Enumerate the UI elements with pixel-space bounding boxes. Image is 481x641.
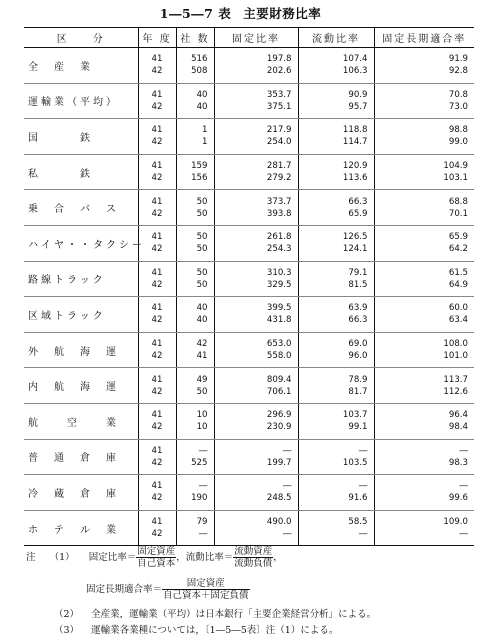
year-cell: [138, 48, 176, 84]
company-count-cell: [176, 154, 214, 190]
fixed-ratio-cell: [214, 297, 298, 333]
company-count-cell: [176, 510, 214, 546]
fraction-numerator: 固定資産: [162, 578, 250, 590]
year-cell-value: 41: [151, 374, 163, 385]
note-1-longterm: [86, 578, 250, 601]
current-ratio-cell: [298, 403, 374, 439]
table-row: [24, 261, 474, 297]
header-current-ratio: 流動比率: [298, 28, 374, 48]
longterm-ratio-cell-value: 61.5: [448, 267, 468, 278]
year-cell: [138, 439, 176, 475]
company-count-cell-value: 159: [191, 161, 208, 172]
row-label: 私 鉄: [24, 154, 138, 190]
year-cell-value: 42: [151, 493, 163, 504]
fixed-ratio-cell-value: ―: [282, 445, 292, 456]
year-cell-value: 41: [151, 517, 163, 528]
company-count-cell: [176, 190, 214, 226]
company-count-cell: [176, 48, 214, 84]
longterm-ratio-cell-value: 101.0: [443, 351, 468, 362]
current-ratio-cell-value: 107.4: [342, 54, 368, 65]
company-count-cell-value: 1: [202, 125, 208, 136]
fixed-ratio-cell-value: 706.1: [266, 386, 292, 397]
fixed-ratio-cell-value: 809.4: [266, 374, 292, 385]
longterm-ratio-cell-value: 104.9: [443, 161, 468, 172]
longterm-ratio-cell: [374, 190, 474, 226]
current-ratio-cell: [298, 261, 374, 297]
year-cell: [138, 332, 176, 368]
year-cell-value: 41: [151, 410, 163, 421]
longterm-ratio-cell-value: 98.4: [448, 422, 468, 433]
longterm-ratio-cell-value: 108.0: [443, 339, 468, 350]
fixed-ratio-cell-value: 431.8: [266, 315, 292, 326]
longterm-ratio-cell: [374, 403, 474, 439]
company-count-cell: [176, 332, 214, 368]
company-count-cell-value: ―: [198, 481, 208, 492]
header-year: 年 度: [138, 28, 176, 48]
longterm-ratio-cell-value: 60.0: [448, 303, 468, 314]
table-caption: 主要財務比率: [243, 6, 322, 21]
current-ratio-cell: [298, 83, 374, 119]
fixed-ratio-cell: [214, 83, 298, 119]
fixed-ratio-cell: [214, 368, 298, 404]
company-count-cell-value: 49: [196, 374, 208, 385]
fixed-ratio-fraction: [136, 546, 176, 569]
year-cell: [138, 475, 176, 511]
year-cell-value: 41: [151, 89, 163, 100]
longterm-ratio-cell: [374, 475, 474, 511]
longterm-ratio-cell-value: 70.8: [448, 89, 468, 100]
fixed-ratio-cell-value: 230.9: [266, 422, 292, 433]
current-ratio-cell: [298, 368, 374, 404]
current-ratio-cell-value: 91.6: [348, 493, 368, 504]
longterm-ratio-cell-value: 64.9: [448, 279, 468, 290]
year-cell-value: 42: [151, 137, 163, 148]
year-cell-value: 42: [151, 457, 163, 468]
year-cell: [138, 83, 176, 119]
longterm-ratio-cell: [374, 510, 474, 546]
table-row: [24, 368, 474, 404]
header-company-count: 社 数: [176, 28, 214, 48]
longterm-ratio-cell-value: ―: [459, 529, 468, 540]
fixed-ratio-cell-value: 202.6: [266, 66, 292, 77]
current-ratio-cell-value: 103.5: [342, 457, 368, 468]
company-count-cell-value: 50: [196, 386, 208, 397]
year-cell-value: 42: [151, 173, 163, 184]
company-count-cell: [176, 439, 214, 475]
fixed-ratio-cell: [214, 475, 298, 511]
year-cell-value: 42: [151, 279, 163, 290]
note-3: [54, 624, 338, 638]
current-ratio-cell-value: 124.1: [342, 244, 368, 255]
current-ratio-cell-value: 66.3: [348, 315, 368, 326]
fixed-ratio-cell-value: 279.2: [266, 173, 292, 184]
row-label: 全 産 業: [24, 48, 138, 84]
row-label: 国 鉄: [24, 119, 138, 155]
company-count-cell: [176, 119, 214, 155]
longterm-ratio-cell-value: 65.9: [448, 232, 468, 243]
company-count-cell-value: ―: [198, 445, 208, 456]
company-count-cell: [176, 297, 214, 333]
row-label: ハイヤ・・タクシー: [24, 225, 138, 261]
company-count-cell: [176, 261, 214, 297]
longterm-ratio-cell-value: 103.1: [443, 173, 468, 184]
current-ratio-cell: [298, 439, 374, 475]
note-2: [54, 608, 376, 622]
year-cell: [138, 119, 176, 155]
current-ratio-cell-value: 118.8: [342, 125, 368, 136]
fixed-ratio-cell-value: 373.7: [266, 196, 292, 207]
company-count-cell-value: 79: [196, 517, 208, 528]
table-number: 1―5―7 表: [159, 6, 232, 21]
current-ratio-cell-value: 95.7: [348, 101, 368, 112]
row-label: ホ テ ル 業: [24, 510, 138, 546]
year-cell-value: 41: [151, 339, 163, 350]
longterm-ratio-cell-value: 109.0: [443, 517, 468, 528]
table-row: [24, 154, 474, 190]
current-ratio-cell-value: 81.7: [348, 386, 368, 397]
fixed-ratio-cell-value: 375.1: [266, 101, 292, 112]
current-ratio-cell-value: 96.0: [348, 351, 368, 362]
fixed-ratio-cell: [214, 190, 298, 226]
current-ratio-cell: [298, 48, 374, 84]
company-count-cell-value: 10: [196, 410, 208, 421]
current-ratio-cell: [298, 190, 374, 226]
fixed-ratio-cell-value: ―: [282, 529, 292, 540]
fraction-denominator: 流動負債: [234, 558, 273, 569]
year-cell-value: 41: [151, 267, 163, 278]
current-ratio-cell-value: 103.7: [342, 410, 368, 421]
current-ratio-cell: [298, 154, 374, 190]
year-cell-value: 41: [151, 54, 163, 65]
year-cell: [138, 190, 176, 226]
longterm-ratio-cell: [374, 332, 474, 368]
current-ratio-cell-value: 99.1: [348, 422, 368, 433]
company-count-cell: [176, 403, 214, 439]
row-label: 普 通 倉 庫: [24, 439, 138, 475]
fixed-ratio-cell: [214, 261, 298, 297]
year-cell-value: 42: [151, 351, 163, 362]
company-count-cell: [176, 475, 214, 511]
fixed-ratio-cell: [214, 332, 298, 368]
fixed-ratio-cell-value: 248.5: [266, 493, 292, 504]
year-cell-value: 42: [151, 315, 163, 326]
year-cell-value: 41: [151, 232, 163, 243]
current-ratio-cell-value: 114.7: [342, 137, 368, 148]
company-count-cell-value: 50: [196, 208, 208, 219]
longterm-ratio-cell: [374, 261, 474, 297]
longterm-ratio-cell: [374, 119, 474, 155]
row-label: 内 航 海 運: [24, 368, 138, 404]
longterm-ratio-label: 固定長期適合率＝: [86, 584, 163, 595]
current-ratio-cell-value: 66.3: [348, 196, 368, 207]
year-cell: [138, 403, 176, 439]
table-row: [24, 83, 474, 119]
header-row: [24, 28, 474, 48]
fixed-ratio-cell-value: 490.0: [266, 517, 292, 528]
current-ratio-cell-value: 106.3: [342, 66, 368, 77]
table-row: [24, 403, 474, 439]
longterm-ratio-cell-value: ―: [459, 445, 468, 456]
fixed-ratio-cell-value: 254.0: [266, 137, 292, 148]
current-ratio-cell: [298, 225, 374, 261]
longterm-ratio-cell-value: 63.4: [448, 315, 468, 326]
company-count-cell-value: 50: [196, 232, 208, 243]
year-cell-value: 42: [151, 208, 163, 219]
company-count-cell-value: 190: [191, 493, 208, 504]
header-fixed-ratio: 固定比率: [214, 28, 298, 48]
longterm-ratio-cell-value: 112.6: [443, 386, 468, 397]
table-row: [24, 48, 474, 84]
current-ratio-cell: [298, 332, 374, 368]
note-1-number: （1）: [49, 552, 75, 563]
longterm-ratio-cell-value: 68.8: [448, 196, 468, 207]
current-ratio-cell-value: ―: [358, 481, 368, 492]
table-row: [24, 475, 474, 511]
fixed-ratio-cell: [214, 48, 298, 84]
row-label: 路線トラック: [24, 261, 138, 297]
company-count-cell-value: 508: [191, 66, 208, 77]
note-2-number: （2）: [54, 609, 80, 620]
current-ratio-cell-value: ―: [358, 445, 368, 456]
year-cell-value: 42: [151, 422, 163, 433]
current-ratio-cell-value: 90.9: [348, 89, 368, 100]
fixed-ratio-cell-value: 254.3: [266, 244, 292, 255]
longterm-ratio-cell-value: 98.3: [448, 457, 468, 468]
longterm-ratio-cell-value: 96.4: [448, 410, 468, 421]
table-row: [24, 439, 474, 475]
year-cell: [138, 368, 176, 404]
fixed-ratio-cell-value: 310.3: [266, 267, 292, 278]
longterm-ratio-cell: [374, 225, 474, 261]
longterm-ratio-cell: [374, 368, 474, 404]
current-ratio-cell-value: 120.9: [342, 161, 368, 172]
current-ratio-cell: [298, 475, 374, 511]
longterm-ratio-cell-value: 99.0: [448, 137, 468, 148]
fixed-ratio-cell-value: 281.7: [266, 161, 292, 172]
year-cell-value: 41: [151, 445, 163, 456]
company-count-cell-value: 40: [196, 315, 208, 326]
longterm-ratio-cell-value: 92.8: [448, 66, 468, 77]
company-count-cell-value: 40: [196, 89, 208, 100]
fixed-ratio-cell: [214, 225, 298, 261]
row-label: 冷 蔵 倉 庫: [24, 475, 138, 511]
year-cell-value: 42: [151, 101, 163, 112]
longterm-ratio-cell-value: 70.1: [448, 208, 468, 219]
fixed-ratio-cell-value: 353.7: [266, 89, 292, 100]
current-ratio-cell-value: 79.1: [348, 267, 368, 278]
company-count-cell-value: 50: [196, 267, 208, 278]
note-1: [26, 546, 283, 569]
fraction-denominator: 自己資本: [137, 558, 176, 569]
fixed-ratio-cell-value: 393.8: [266, 208, 292, 219]
current-ratio-cell-value: 113.6: [342, 173, 368, 184]
fixed-ratio-cell-value: 199.7: [266, 457, 292, 468]
current-ratio-cell-value: 63.9: [348, 303, 368, 314]
company-count-cell-value: 42: [196, 339, 208, 350]
longterm-ratio-cell-value: 91.9: [448, 54, 468, 65]
year-cell-value: 41: [151, 125, 163, 136]
longterm-ratio-cell: [374, 48, 474, 84]
table-row: [24, 332, 474, 368]
fixed-ratio-cell-value: ―: [282, 481, 292, 492]
company-count-cell-value: 516: [191, 54, 208, 65]
current-ratio-cell-value: 81.5: [348, 279, 368, 290]
fixed-ratio-label: 固定比率＝: [88, 552, 137, 563]
fixed-ratio-cell-value: 653.0: [266, 339, 292, 350]
longterm-ratio-fraction: [162, 578, 250, 601]
company-count-cell-value: 1: [202, 137, 208, 148]
company-count-cell-value: 525: [191, 457, 208, 468]
current-ratio-cell-value: ―: [358, 529, 368, 540]
financial-ratio-table: [24, 27, 474, 546]
row-label: 運輸業（平均）: [24, 83, 138, 119]
fixed-ratio-cell: [214, 154, 298, 190]
table-title: [0, 4, 481, 22]
fixed-ratio-cell: [214, 403, 298, 439]
note-2-text: 全産業，運輸業（平均）は日本銀行「主要企業経営分析」による。: [91, 609, 377, 620]
fixed-ratio-cell-value: 558.0: [266, 351, 292, 362]
current-ratio-cell: [298, 510, 374, 546]
fixed-ratio-cell: [214, 439, 298, 475]
current-ratio-fraction: [233, 546, 273, 569]
year-cell-value: 42: [151, 529, 163, 540]
header-longterm-ratio: 固定長期適合率: [374, 28, 474, 48]
current-ratio-cell-value: 78.9: [348, 374, 368, 385]
header-category: 区 分: [24, 28, 138, 48]
fixed-ratio-cell: [214, 510, 298, 546]
company-count-cell-value: 41: [196, 351, 208, 362]
fixed-ratio-cell: [214, 119, 298, 155]
note-3-number: （3）: [54, 625, 80, 636]
row-label: 区域トラック: [24, 297, 138, 333]
longterm-ratio-cell-value: 98.8: [448, 125, 468, 136]
current-ratio-cell-value: 58.5: [348, 517, 368, 528]
table-row: [24, 119, 474, 155]
company-count-cell-value: 50: [196, 244, 208, 255]
year-cell-value: 41: [151, 161, 163, 172]
company-count-cell-value: 40: [196, 101, 208, 112]
longterm-ratio-cell-value: ―: [459, 481, 468, 492]
company-count-cell-value: 156: [191, 173, 208, 184]
current-ratio-cell-value: 65.9: [348, 208, 368, 219]
note-label: 注: [26, 552, 36, 563]
year-cell-value: 42: [151, 244, 163, 255]
longterm-ratio-cell: [374, 83, 474, 119]
year-cell-value: 41: [151, 196, 163, 207]
fraction-numerator: 流動資産: [234, 546, 273, 557]
company-count-cell: [176, 225, 214, 261]
fraction-denominator: 自己資本＋固定負債: [163, 590, 249, 601]
company-count-cell: [176, 83, 214, 119]
year-cell-value: 42: [151, 386, 163, 397]
current-ratio-cell: [298, 119, 374, 155]
table-row: [24, 190, 474, 226]
row-label: 乗 合 バ ス: [24, 190, 138, 226]
fixed-ratio-cell-value: 399.5: [266, 303, 292, 314]
longterm-ratio-cell: [374, 439, 474, 475]
longterm-ratio-cell: [374, 297, 474, 333]
company-count-cell-value: ―: [198, 529, 208, 540]
longterm-ratio-cell-value: 99.6: [448, 493, 468, 504]
current-ratio-cell-value: 126.5: [342, 232, 368, 243]
longterm-ratio-cell-value: 73.0: [448, 101, 468, 112]
longterm-ratio-cell: [374, 154, 474, 190]
row-label: 航 空 業: [24, 403, 138, 439]
fixed-ratio-cell-value: 217.9: [266, 125, 292, 136]
current-ratio-cell-value: 69.0: [348, 339, 368, 350]
company-count-cell-value: 10: [196, 422, 208, 433]
year-cell: [138, 154, 176, 190]
fixed-ratio-cell-value: 296.9: [266, 410, 292, 421]
company-count-cell-value: 40: [196, 303, 208, 314]
current-ratio-label: 流動比率＝: [185, 552, 234, 563]
longterm-ratio-cell-value: 113.7: [443, 374, 468, 385]
table-row: [24, 510, 474, 546]
company-count-cell: [176, 368, 214, 404]
company-count-cell-value: 50: [196, 196, 208, 207]
year-cell: [138, 297, 176, 333]
separator: ，: [176, 552, 186, 563]
year-cell-value: 41: [151, 303, 163, 314]
fixed-ratio-cell-value: 329.5: [266, 279, 292, 290]
row-label: 外 航 海 運: [24, 332, 138, 368]
separator: ，: [273, 552, 283, 563]
year-cell: [138, 510, 176, 546]
fixed-ratio-cell-value: 197.8: [266, 54, 292, 65]
year-cell: [138, 225, 176, 261]
current-ratio-cell: [298, 297, 374, 333]
fraction-numerator: 固定資産: [137, 546, 176, 557]
year-cell: [138, 261, 176, 297]
fixed-ratio-cell-value: 261.8: [266, 232, 292, 243]
table-row: [24, 297, 474, 333]
year-cell-value: 42: [151, 66, 163, 77]
longterm-ratio-cell-value: 64.2: [448, 244, 468, 255]
company-count-cell-value: 50: [196, 279, 208, 290]
note-3-text: 運輸業各業種については，〔1―5―5表〕注（1）による。: [91, 625, 339, 636]
year-cell-value: 41: [151, 481, 163, 492]
table-row: [24, 225, 474, 261]
